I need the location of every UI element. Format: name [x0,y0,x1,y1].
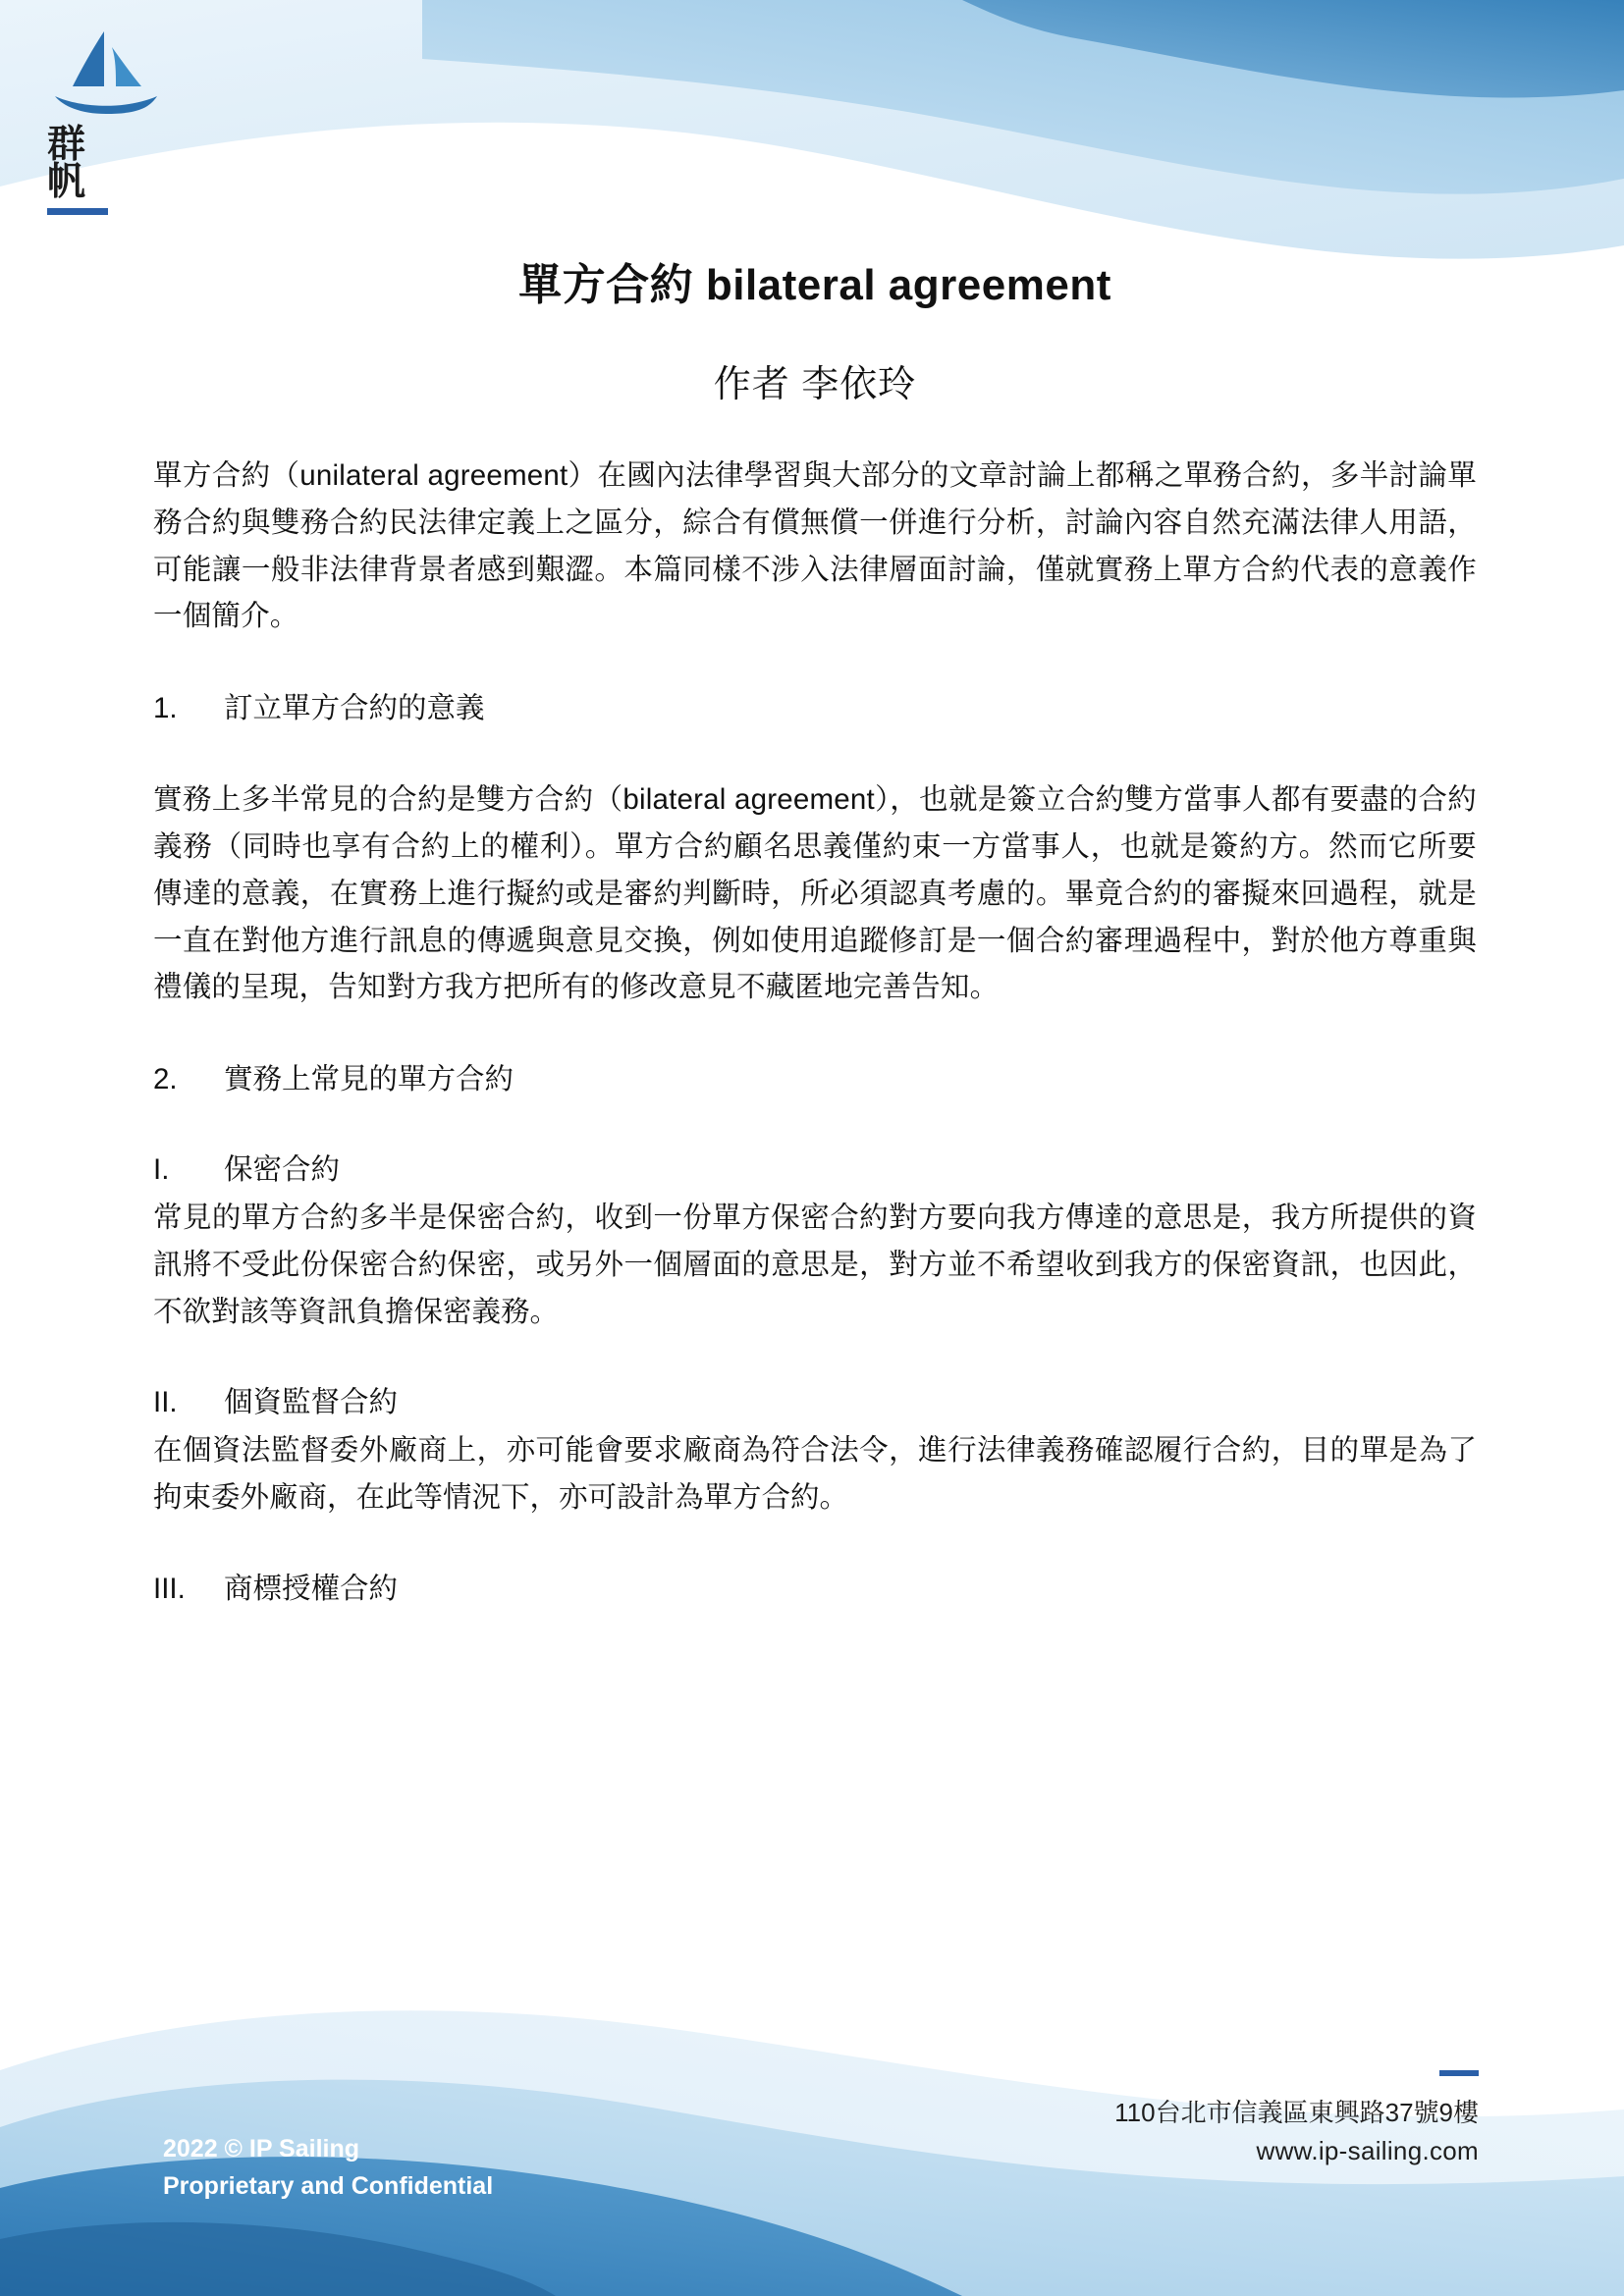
footer-address: 110台北市信義區東興路37號9樓 [1114,2098,1479,2127]
subsection-heading-3 [153,1567,1477,1612]
author-line: 作者 李依玲 [713,364,917,405]
copyright-line-2: Proprietary and Confidential [163,2172,494,2201]
footer-website[interactable]: www.ip-sailing.com [1256,2136,1479,2165]
section-number: 1. [153,692,178,725]
subsection-body-2: 在個資法監督委外廠商上，亦可能會要求廠商為符合法令，進行法律義務確認履行合約，目的單是為了拘束委外廠商，在此等情況下，亦可設計為單方合約。 [153,1434,1477,1514]
copyright-line-1: 2022 © IP Sailing [163,2134,359,2163]
subsection-number: II. [153,1386,178,1419]
brand-name-char-2: 帆 [47,160,87,205]
subsection-number: I. [153,1153,170,1187]
subsection-title: 個資監督合約 [224,1386,399,1419]
section-heading-2 [153,1056,1477,1102]
subsection-body-1: 常見的單方合約多半是保密合約，收到一份單方保密合約對方要向我方傳達的意思是，我方所提供的資訊將不受此份保密合約保密，或另外一個層面的意思是，對方並不希望收到我方的保密資訊，也因此，不欲對該等資訊負擔保密義務。 [153,1201,1477,1328]
section-title: 實務上常見的單方合約 [224,1063,514,1096]
subsection-number: III. [153,1572,186,1605]
section-title: 訂立單方合約的意義 [224,692,485,725]
subsection-heading-1 [153,1148,1477,1193]
subsection-title: 保密合約 [224,1153,341,1187]
footer-accent-dash [1439,2070,1479,2076]
intro-paragraph: 單方合約（unilateral agreement）在國內法律學習與大部分的文章討論上都稱之單務合約，多半討論單務合約與雙務合約民法律定義上之區分，綜合有償無償一併進行分析，討論內容自然充滿法律人用語，可能讓一般非法律背景者感到艱澀。本篇同樣不涉入法律層面討論，僅就實務上單方合約代表的意義作一個簡介。 [153,459,1477,633]
footer-wave-decoration [0,1864,1624,2296]
section-heading-1 [153,685,1477,731]
section-body-1: 實務上多半常見的合約是雙方合約（bilateral agreement），也就是簽立合約雙方當事人都有要盡的合約義務（同時也享有合約上的權利）。單方合約顧名思義僅約束一方當事人，也就是簽約方。然而它所要傳達的意義，在實務上進行擬約或是審約判斷時，所必須認真考慮的。畢竟合約的審擬來回過程，就是一直在對他方進行訊息的傳遞與意見交換，例如使用追蹤修訂是一個合約審理過程中，對於他方尊重與禮儀的呈現，告知對方我方把所有的修改意見不藏匿地完善告知。 [153,783,1477,1004]
brand-name-char-1: 群 [47,123,87,167]
footer-copyright [163,2130,493,2207]
section-number: 2. [153,1063,178,1096]
subsection-heading-2 [153,1380,1477,1425]
page-title: 單方合約 bilateral agreement [518,261,1111,309]
footer-contact [1114,2094,1479,2170]
subsection-title: 商標授權合約 [224,1572,399,1605]
